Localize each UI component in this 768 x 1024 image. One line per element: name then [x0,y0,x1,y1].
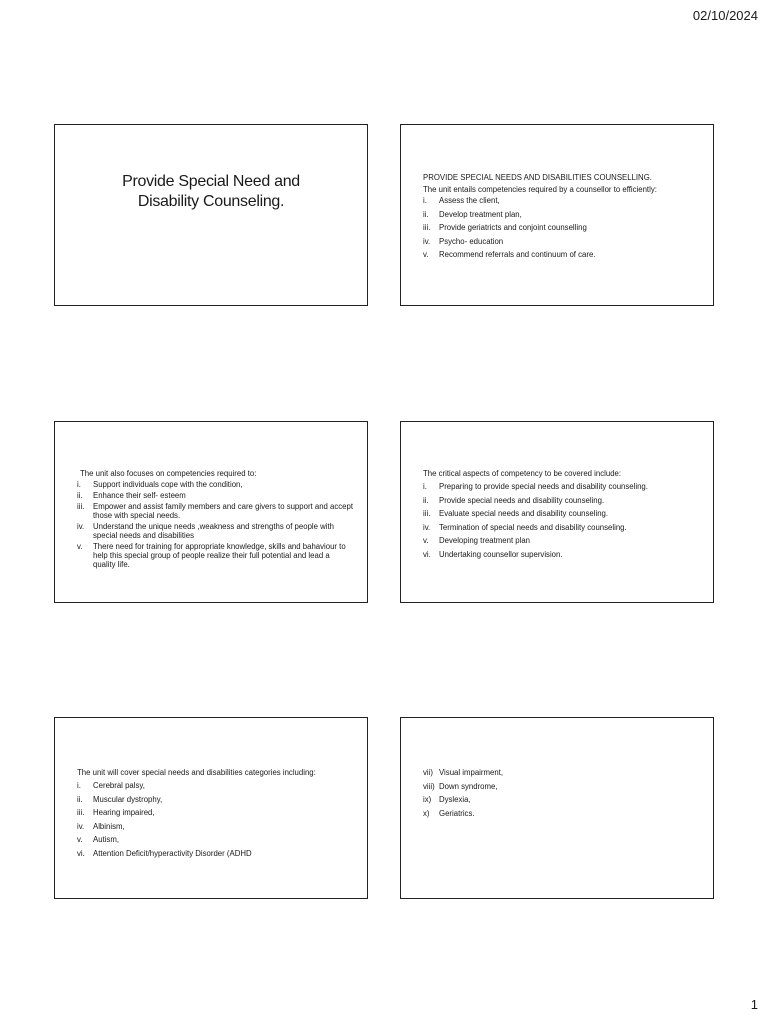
list-item [423,496,699,505]
slide-list [77,781,353,858]
list-item-text: Enhance their self- esteem [93,491,186,500]
list-item-text: Provide geriatricts and conjoint counselling [439,223,587,232]
list-item-number: iii. [423,223,431,232]
list-item-text: Geriatrics. [439,808,475,818]
list-item-number: iii. [423,509,431,518]
list-item [77,781,353,790]
page-number: 1 [750,997,758,1012]
list-item-text: Recommend referrals and continuum of care. [439,250,596,259]
list-item-text: Dyslexia, [439,795,471,804]
list-item-text: Understand the unique needs ,weakness and strengths of people with special needs and disabilities [93,522,334,540]
slide-intro: The unit entails competencies required by a counsellor to efficiently: [423,185,657,194]
list-item-text: Develop treatment plan, [439,209,522,219]
list-item [77,849,353,858]
slide-intro: The unit also focuses on competencies required to: [80,469,257,478]
list-item-number: iv. [423,522,431,532]
list-item-text: Albinism, [93,821,125,831]
slide-3 [54,421,368,603]
slide-1 [54,124,368,306]
list-item-text: Cerebral palsy, [93,781,145,790]
list-item [423,210,699,219]
list-item-number: ii. [77,794,83,804]
list-item [423,768,699,777]
list-item-text: Undertaking counsellor supervision. [439,549,563,559]
list-item [423,237,699,246]
list-item-number: i. [423,482,427,491]
list-item-text: Down syndrome, [439,781,498,791]
list-item-number: iii. [77,808,85,817]
list-item [423,795,699,804]
list-item [77,822,353,831]
slide-content [423,768,699,822]
list-item [423,482,699,491]
list-item-text: Assess the client, [439,196,500,205]
list-item-number: v. [423,250,429,259]
slide-heading: PROVIDE SPECIAL NEEDS AND DISABILITIES COUNSELLING. [423,173,652,182]
list-item [423,196,699,205]
list-item [423,536,699,545]
slide-4 [400,421,714,603]
list-item-number: v. [77,542,83,551]
list-item-number: vi. [423,549,431,559]
slide-2 [400,124,714,306]
list-item [423,250,699,259]
list-item-text: Autism, [93,835,119,844]
list-item [77,542,353,569]
list-item-number: vi. [77,848,85,858]
list-item-number: i. [77,480,81,489]
list-item-number: iv. [77,522,85,531]
list-item [423,550,699,559]
list-item-text: Visual impairment, [439,768,503,777]
list-item-number: i. [77,781,81,790]
list-item-number: x) [423,808,430,818]
list-item-number: ii. [77,491,83,500]
list-item-text: Termination of special needs and disability counseling. [439,522,627,532]
slide-content [77,768,353,862]
list-item-number: vii) [423,768,433,777]
slide-title [55,172,367,212]
list-item-number: i. [423,196,427,205]
slide-list [423,482,699,559]
list-item-text: Provide special needs and disability counseling. [439,495,605,505]
list-item-text: Evaluate special needs and disability counseling. [439,509,609,518]
list-item-text: Empower and assist family members and care givers to support and accept those with special needs. [93,502,354,520]
list-item-number: iv. [77,821,85,831]
slide-list [77,480,353,569]
list-item-number: viii) [423,781,435,791]
list-item [423,523,699,532]
list-item [423,782,699,791]
list-item [77,835,353,844]
page-date: 02/10/2024 [692,8,758,23]
slide-intro: The critical aspects of competency to be covered include: [423,469,622,478]
slide-intro: The unit will cover special needs and disabilities categories including: [77,768,316,777]
list-item [77,808,353,817]
list-item-text: Support individuals cope with the condition, [93,480,243,489]
slide-list [423,196,699,259]
list-item-text: There need for training for appropriate knowledge, skills and bahaviour to help this special group of people realize their full potential and lead a quality life. [93,542,346,569]
list-item-number: v. [423,536,429,545]
list-item-number: iii. [77,502,85,511]
list-item-text: Preparing to provide special needs and disability counseling. [439,482,648,491]
list-item-number: ii. [423,495,429,505]
list-item-text: Attention Deficit/hyperactivity Disorder (ADHD [93,848,252,858]
slide-list [423,768,699,818]
list-item-number: ii. [423,209,429,219]
slide-6 [400,717,714,899]
slide-title-line-1: Provide Special Need and [122,173,300,190]
list-item [77,480,353,489]
slide-content [77,469,353,571]
list-item [423,509,699,518]
list-item [77,502,353,520]
list-item-number: ix) [423,795,432,804]
list-item-text: Muscular dystrophy, [93,794,163,804]
list-item [423,223,699,232]
slide-title-line-2: Disability Counseling. [137,193,285,210]
list-item-text: Psycho- education [439,236,504,246]
list-item [77,795,353,804]
list-item [77,522,353,540]
slide-5 [54,717,368,899]
list-item-number: iv. [423,236,431,246]
list-item-number: v. [77,835,83,844]
list-item-text: Hearing impaired, [93,808,155,817]
slide-content [423,469,699,563]
list-item-text: Developing treatment plan [439,536,531,545]
list-item [423,809,699,818]
slide-content [423,173,699,264]
list-item [77,491,353,500]
